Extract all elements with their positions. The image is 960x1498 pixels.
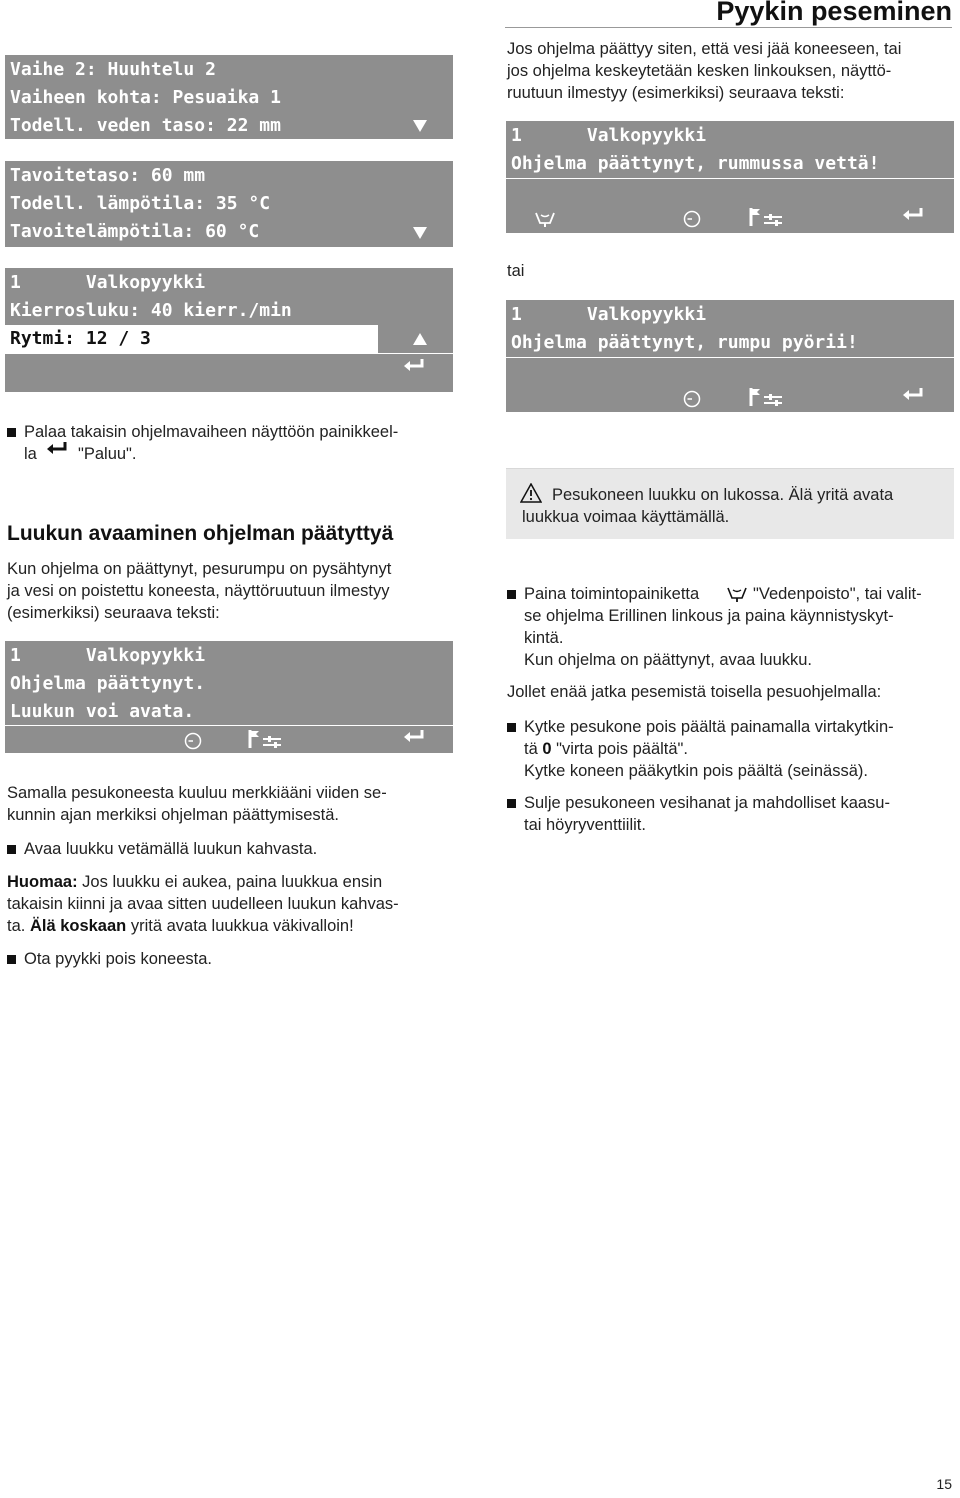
instruction-text: la — [24, 445, 37, 463]
note-text: yritä avata luukkua väkivalloin! — [126, 917, 354, 935]
instruction-text: Ota pyykki pois koneesta. — [24, 950, 213, 968]
instruction-text: "virta pois päältä". — [551, 740, 688, 758]
lcd-separator — [5, 353, 453, 354]
paragraph-line: Jollet enää jatka pesemistä toisella pesuohjelmalla: — [507, 683, 882, 701]
paragraph-line: ruutuun ilmestyy (esimerkiksi) seuraava teksti: — [507, 84, 845, 102]
paragraph-line: ja vesi on poistettu koneesta, näyttöruutuun ilmestyy — [7, 582, 390, 600]
separator-word: tai — [507, 262, 525, 280]
instruction-text: Sulje pesukoneen vesihanat ja mahdolliset kaasu- — [524, 794, 890, 812]
lcd-line: Vaiheen kohta: Pesuaika 1 — [10, 87, 281, 108]
lcd-line: 1 Valkopyykki — [10, 645, 206, 666]
return-icon — [44, 440, 70, 458]
section-heading: Luukun avaaminen ohjelman päätyttyä — [7, 522, 394, 545]
lcd-separator — [506, 178, 954, 179]
instruction-line — [524, 738, 688, 761]
lcd-line: 1 Valkopyykki — [10, 272, 206, 293]
instruction-text: "Paluu". — [78, 445, 137, 463]
bullet — [7, 955, 16, 964]
page-number: 15 — [936, 1476, 952, 1492]
switch-label: 0 — [542, 740, 552, 758]
clock-icon — [682, 209, 702, 229]
instruction-text: Avaa luukku vetämällä luukun kahvasta. — [24, 840, 318, 858]
header-rule — [505, 27, 952, 28]
lcd-display-water-in-drum — [506, 121, 954, 233]
return-icon — [900, 385, 926, 405]
instruction-text: "Vedenpoisto", tai valit- — [753, 585, 922, 603]
paragraph-line: Samalla pesukoneesta kuuluu merkkiääni viiden se- — [7, 784, 387, 802]
bullet — [507, 723, 516, 732]
flag-options-icon — [748, 386, 786, 408]
instruction-text: tai höyryventtiilit. — [524, 816, 646, 834]
return-icon — [401, 727, 427, 747]
lcd-line-selected: Rytmi: 12 / 3 — [10, 328, 151, 349]
drain-icon — [534, 209, 556, 229]
note-line — [7, 871, 382, 894]
lcd-display-temperature — [5, 161, 453, 247]
bullet — [7, 845, 16, 854]
page-title: Pyykin peseminen — [716, 0, 952, 26]
lcd-line: Tavoitelämpötila: 60 °C — [10, 221, 260, 242]
instruction-text: Kun ohjelma on päättynyt, avaa luukku. — [524, 651, 813, 669]
warning-icon — [520, 483, 542, 503]
lcd-separator — [5, 725, 453, 726]
lcd-display-program-ended — [5, 641, 453, 753]
triangle-up-icon — [413, 333, 427, 345]
triangle-down-icon — [413, 227, 427, 239]
warning-text: Pesukoneen luukku on lukossa. Älä yritä avata — [552, 486, 894, 504]
flag-options-icon — [247, 728, 285, 750]
lcd-line: Todell. veden taso: 22 mm — [10, 115, 281, 136]
lcd-line: Ohjelma päättynyt, rummussa vettä! — [511, 153, 880, 174]
paragraph-line: kunnin ajan merkiksi ohjelman päättymisestä. — [7, 806, 339, 824]
lcd-line: Ohjelma päättynyt, rumpu pyörii! — [511, 332, 858, 353]
return-icon — [401, 356, 427, 376]
bullet — [7, 428, 16, 437]
lcd-line: Vaihe 2: Huuhtelu 2 — [10, 59, 216, 80]
instruction-text: Kytke koneen pääkytkin pois päältä (seinässä). — [524, 762, 868, 780]
lcd-line: Luukun voi avata. — [10, 701, 195, 722]
warning-box — [506, 468, 954, 539]
lcd-line: 1 Valkopyykki — [511, 304, 707, 325]
instruction-text: tä — [524, 740, 543, 758]
return-icon — [900, 205, 926, 225]
paragraph-line: Kun ohjelma on päättynyt, pesurumpu on pysähtynyt — [7, 560, 392, 578]
lcd-display-spin-rhythm — [5, 268, 453, 392]
paragraph-line: Jos ohjelma päättyy siten, että vesi jää koneeseen, tai — [507, 40, 902, 58]
note-text: ta. — [7, 917, 30, 935]
note-text: Jos luukku ei aukea, paina luukkua ensin — [77, 873, 383, 891]
instruction-text: Paina toimintopainiketta — [524, 585, 700, 603]
lcd-line: 1 Valkopyykki — [511, 125, 707, 146]
bullet — [507, 590, 516, 599]
note-emphasis: Älä koskaan — [29, 917, 127, 935]
flag-options-icon — [748, 206, 786, 228]
lcd-line: Ohjelma päättynyt. — [10, 673, 206, 694]
lcd-display-drum-spinning — [506, 300, 954, 412]
instruction-text: Kytke pesukone pois päältä painamalla virtakytkin- — [524, 718, 894, 736]
instruction-text: Palaa takaisin ohjelmavaiheen näyttöön painikkeel- — [24, 423, 399, 441]
instruction-text: kintä. — [524, 629, 564, 647]
clock-icon — [682, 389, 702, 409]
lcd-display-program-phase — [5, 55, 453, 139]
note-line: takaisin kiinni ja avaa sitten uudelleen luukun kahvas- — [7, 895, 399, 913]
warning-text: luukkua voimaa käyttämällä. — [522, 508, 730, 526]
lcd-line: Kierrosluku: 40 kierr./min — [10, 300, 292, 321]
lcd-line: Todell. lämpötila: 35 °C — [10, 193, 271, 214]
note-line — [7, 915, 354, 938]
bullet — [507, 799, 516, 808]
clock-icon — [183, 731, 203, 751]
instruction-text: se ohjelma Erillinen linkous ja paina käynnistyskyt- — [524, 607, 894, 625]
drain-icon — [726, 584, 748, 604]
paragraph-line: jos ohjelma keskeytetään kesken linkouksen, näyttö- — [507, 62, 892, 80]
lcd-separator — [506, 357, 954, 358]
note-label: Huomaa: — [7, 873, 78, 891]
lcd-line: Tavoitetaso: 60 mm — [10, 165, 206, 186]
paragraph-line: (esimerkiksi) seuraava teksti: — [7, 604, 220, 622]
triangle-down-icon — [413, 120, 427, 132]
